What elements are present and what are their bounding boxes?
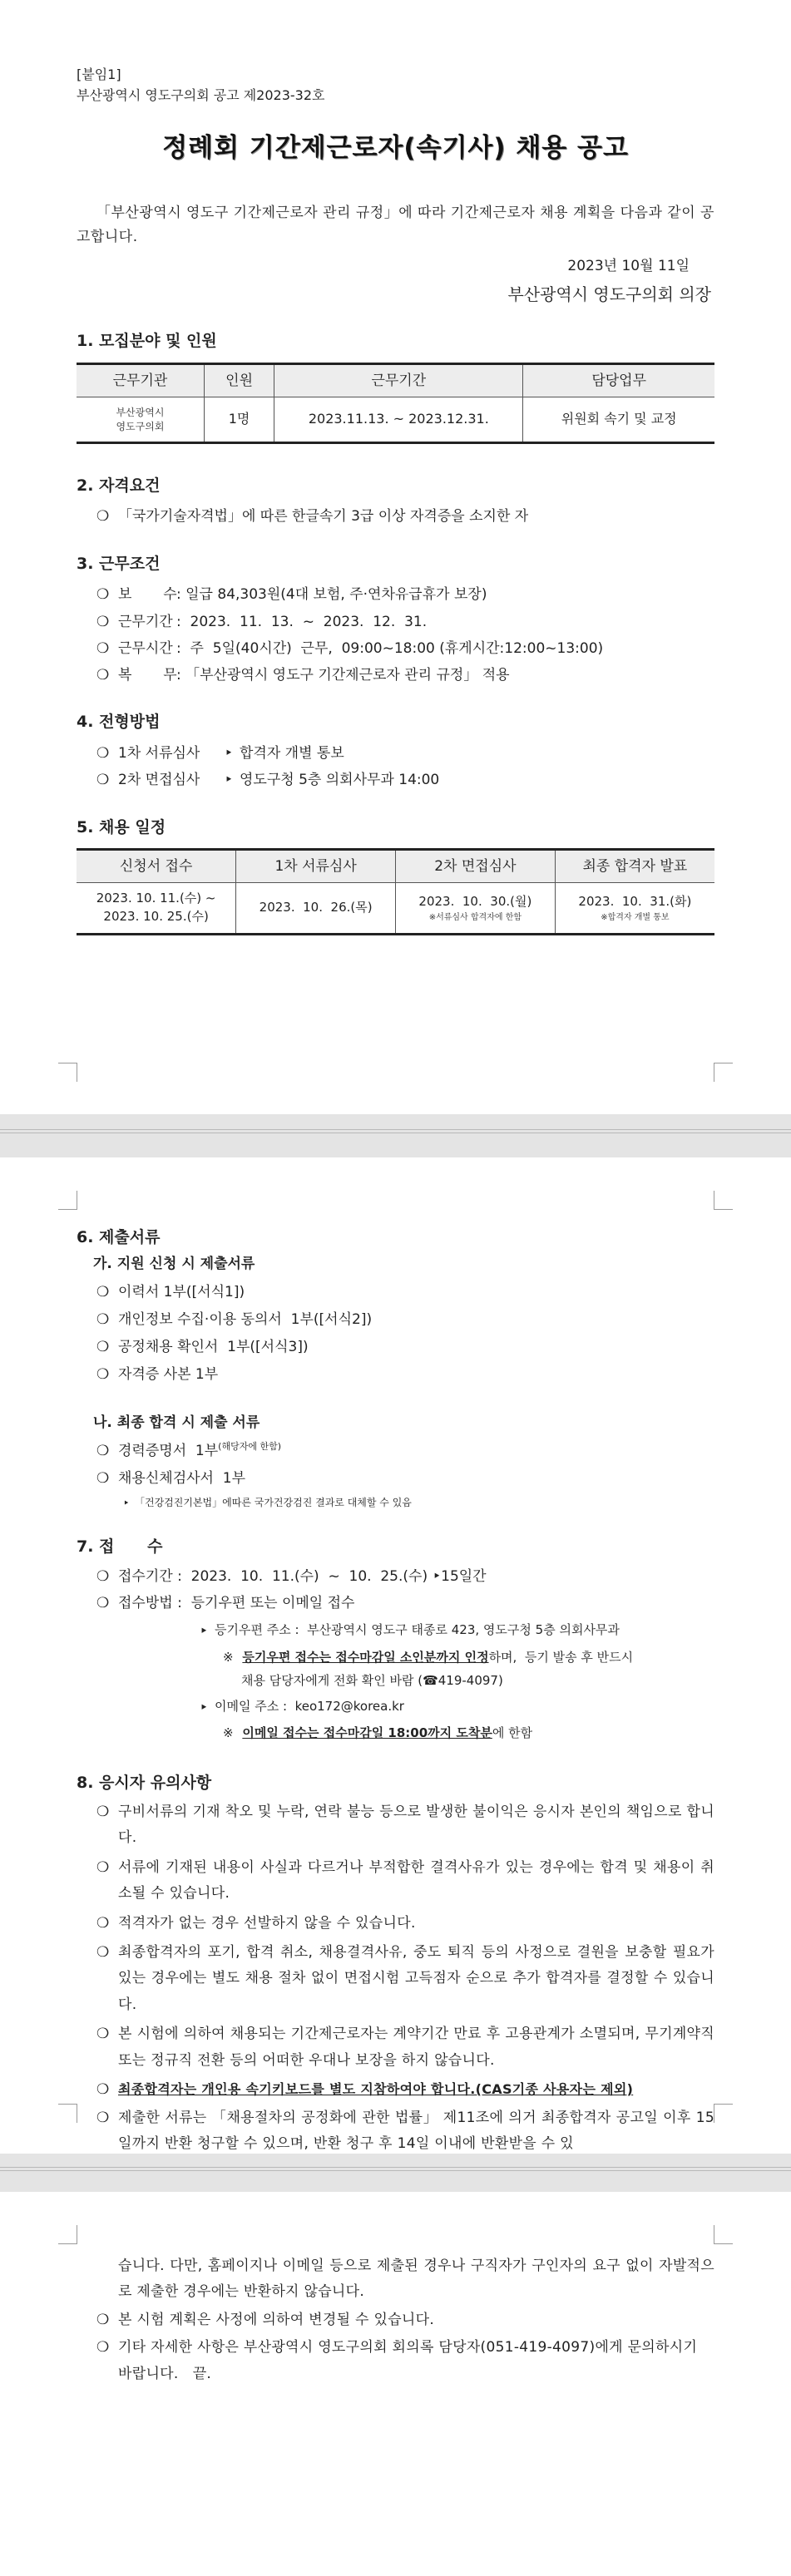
page-gap bbox=[0, 2154, 791, 2192]
bullet-icon: ❍ bbox=[96, 1283, 110, 1300]
attachment-label: [붙임1] bbox=[77, 67, 121, 82]
document-text: 이력서 1부([서식1]) bbox=[118, 1283, 245, 1300]
document-small-note: (해당자에 한함) bbox=[218, 1440, 281, 1452]
reception-duration: 15일간 bbox=[441, 1567, 487, 1585]
bullet-icon: ❍ bbox=[96, 1339, 110, 1356]
selection-step bbox=[77, 740, 714, 767]
condition-value: : 2023. 11. 13. ~ 2023. 12. 31. bbox=[176, 613, 428, 630]
step-value: 합격자 개별 통보 bbox=[240, 744, 344, 762]
bullet-icon: ❍ bbox=[96, 1858, 110, 1876]
page-gap bbox=[0, 1114, 791, 1157]
note-text: 적격자가 없는 경우 선발하지 않을 수 있습니다. bbox=[118, 1914, 416, 1932]
ref-mark-icon: ※ bbox=[223, 1649, 234, 1665]
reception-period bbox=[77, 1563, 714, 1590]
condition-value: : 일급 84,303원(4대 보험, 주·연차유급휴가 보장) bbox=[176, 586, 487, 604]
header-document-review: 1차 서류심사 bbox=[236, 849, 396, 882]
mail-note-rest: 하며, 등기 발송 후 반드시 bbox=[488, 1649, 634, 1665]
return-note-continued: 습니다. 다만, 홈페이지나 이메일 등으로 제출된 경우나 구직자가 구인자의 요구 없이 자발적으로 제출한 경우에는 반환하지 않습니다. bbox=[118, 2258, 714, 2301]
cell-count: 1명 bbox=[204, 397, 274, 443]
email-address bbox=[77, 1695, 714, 1721]
header-duty: 담당업무 bbox=[523, 363, 714, 397]
condition-item bbox=[77, 662, 714, 688]
header-application: 신청서 접수 bbox=[77, 849, 236, 882]
subsection-6b-heading: 나. 최종 합격 시 제출 서류 bbox=[93, 1414, 260, 1432]
cell-org: 부산광역시 영도구의회 bbox=[77, 397, 204, 443]
cell-interview bbox=[396, 883, 556, 935]
section-2-heading: 2. 자격요건 bbox=[77, 476, 161, 496]
cell-document-review-date: 2023. 10. 26.(목) bbox=[259, 900, 373, 915]
cell-final-date: 2023. 10. 31.(화) bbox=[578, 893, 692, 909]
application-documents bbox=[77, 1279, 714, 1389]
bullet-icon: ❍ bbox=[96, 2081, 110, 2099]
arrow-icon: ‣ bbox=[200, 1699, 209, 1716]
email-note bbox=[77, 1721, 714, 1745]
work-conditions-list bbox=[77, 581, 714, 688]
qualification-item bbox=[77, 506, 714, 527]
notice-date: 2023년 10월 11일 bbox=[567, 258, 690, 275]
section-8-heading: 8. 응시자 유의사항 bbox=[77, 1774, 212, 1793]
header-org: 근무기관 bbox=[77, 363, 204, 397]
section-7-heading: 7. 접 수 bbox=[77, 1537, 163, 1557]
arrow-icon: ‣ bbox=[200, 1623, 209, 1641]
note-item bbox=[77, 2021, 714, 2074]
note-text: 서류에 기재된 내용이 사실과 다르거나 부적합한 결격사유가 있는 경우에는 합격 및 채용이 취소될 수 있습니다. bbox=[118, 1858, 714, 1902]
email-note-rest: 에 한함 bbox=[492, 1725, 533, 1740]
note-text: 기타 자세한 사항은 부산광역시 영도구의회 회의록 담당자(051-419-4097)에게 문의하시기 바랍니다. 끝. bbox=[118, 2339, 702, 2382]
condition-label: 보 수 bbox=[118, 586, 177, 604]
reception-method-text: 접수방법 : 등기우편 또는 이메일 접수 bbox=[118, 1595, 355, 1611]
note-text: 최종합격자의 포기, 합격 취소, 채용결격사유, 중도 퇴직 등의 사정으로 결원을 보충할 필요가 있는 경우에는 별도 채용 절차 없이 면접시험 고득점자 순으로 추가 합격자를 결정할 수 있습니다. bbox=[118, 1944, 714, 2013]
cell-document-review bbox=[236, 883, 396, 935]
notice-number: 부산광역시 영도구의회 공고 제2023-32호 bbox=[77, 86, 325, 103]
note-item-return bbox=[77, 2105, 714, 2158]
note-item bbox=[77, 1911, 714, 1937]
note-text: 본 시험에 의하여 채용되는 기간제근로자는 계약기간 만료 후 고용관계가 소멸되며, 무기계약직 또는 정규직 전환 등의 어떠한 우대나 보장을 하지 않습니다. bbox=[118, 2026, 714, 2069]
subsection-6a-heading: 가. 지원 신청 시 제출서류 bbox=[93, 1256, 255, 1273]
note-item bbox=[77, 1855, 714, 1907]
condition-label: 복 무 bbox=[118, 667, 177, 684]
condition-label: 근무시간 bbox=[118, 639, 173, 657]
schedule-table bbox=[77, 848, 714, 935]
crop-mark bbox=[58, 2225, 77, 2244]
cell-final bbox=[555, 883, 714, 935]
selection-steps bbox=[77, 740, 714, 794]
bullet-icon: ❍ bbox=[96, 507, 110, 525]
note-item bbox=[77, 1940, 714, 2018]
document-item bbox=[77, 1306, 714, 1334]
cell-application bbox=[77, 883, 236, 935]
note-text: 구비서류의 기재 착오 및 누락, 연락 불능 등으로 발생한 불이익은 응시자 본인의 책임으로 합니다. bbox=[118, 1803, 714, 1847]
arrow-icon: ‣ bbox=[433, 1567, 442, 1585]
condition-label: 근무기간 bbox=[118, 613, 173, 630]
arrow-icon: ‣ bbox=[225, 772, 234, 789]
selection-step bbox=[77, 767, 714, 793]
document-text: 공정채용 확인서 1부([서식3]) bbox=[118, 1339, 309, 1356]
bullet-icon: ❍ bbox=[96, 2339, 110, 2356]
crop-mark bbox=[58, 1191, 77, 1210]
cell-application-dates: 2023. 10. 11.(수) ~ 2023. 10. 25.(수) bbox=[96, 891, 216, 925]
crop-mark bbox=[58, 1063, 77, 1082]
intro-paragraph: 「부산광역시 영도구 기간제근로자 관리 규정」에 따라 기간제근로자 채용 계획을 다음과 같이 공고합니다. bbox=[77, 204, 714, 246]
issuer-name: 부산광역시 영도구의회 의장 bbox=[507, 284, 711, 305]
bullet-icon: ❍ bbox=[96, 1310, 110, 1328]
schedule-table-header bbox=[77, 849, 714, 882]
return-note-text: 제출한 서류는 「채용절차의 공정화에 관한 법률」 제11조에 의거 최종합격자 공고일 이후 15일까지 반환 청구할 수 있으며, 반환 청구 후 14일 이내에 반환받을 수 있 bbox=[118, 2109, 714, 2153]
bullet-icon: ❍ bbox=[96, 613, 110, 630]
recruit-table-header bbox=[77, 363, 714, 397]
document-page-1 bbox=[0, 0, 791, 1114]
note-item bbox=[77, 2335, 714, 2387]
header-count: 인원 bbox=[204, 363, 274, 397]
bullet-icon: ❍ bbox=[96, 2311, 110, 2328]
header-period: 근무기간 bbox=[274, 363, 523, 397]
email-address-text: 이메일 주소 : keo172@korea.kr bbox=[215, 1698, 404, 1714]
bullet-icon: ❍ bbox=[96, 1914, 110, 1932]
reception-method bbox=[77, 1590, 714, 1616]
bullet-icon: ❍ bbox=[96, 772, 110, 789]
qualification-text: 「국가기술자격법」에 따른 한글속기 3급 이상 자격증을 소지한 자 bbox=[118, 507, 529, 525]
condition-item bbox=[77, 635, 714, 662]
condition-item bbox=[77, 581, 714, 608]
document-item bbox=[77, 1361, 714, 1389]
document-item bbox=[77, 1465, 714, 1493]
document-page-2 bbox=[0, 1157, 791, 2154]
page-1-content bbox=[77, 65, 714, 935]
bullet-icon: ❍ bbox=[96, 1567, 110, 1585]
health-check-text: 「건강검진기본법」에따른 국가건강검진 결과로 대체할 수 있음 bbox=[135, 1496, 412, 1508]
bullet-icon: ❍ bbox=[96, 1442, 110, 1459]
step-value: 영도구청 5층 의회사무과 14:00 bbox=[240, 772, 440, 789]
page-2-content bbox=[77, 1226, 714, 2158]
health-check-note bbox=[77, 1493, 714, 1515]
document-item bbox=[77, 1279, 714, 1306]
header-interview: 2차 면접심사 bbox=[396, 849, 556, 882]
cell-final-note: ※합격자 개별 통보 bbox=[601, 912, 670, 922]
cell-duty: 위원회 속기 및 교정 bbox=[523, 397, 714, 443]
crop-mark bbox=[714, 1191, 733, 1210]
bullet-icon: ❍ bbox=[96, 1944, 110, 1962]
section-3-heading: 3. 근무조건 bbox=[77, 554, 161, 573]
document-title: 정례회 기간제근로자(속기사) 채용 공고 bbox=[162, 132, 629, 163]
bullet-icon: ❍ bbox=[96, 744, 110, 762]
schedule-table-row bbox=[77, 883, 714, 935]
condition-value: : 「부산광역시 영도구 기간제근로자 관리 규정」 적용 bbox=[176, 667, 510, 684]
crop-mark bbox=[714, 1063, 733, 1082]
reception-period-text: 접수기간 : 2023. 10. 11.(수) ~ 10. 25.(수) bbox=[118, 1567, 428, 1585]
mail-address bbox=[77, 1618, 714, 1645]
crop-mark bbox=[714, 2225, 733, 2244]
bullet-icon: ❍ bbox=[96, 1366, 110, 1384]
mail-note bbox=[77, 1646, 714, 1693]
mail-note-emphasis: 등기우편 접수는 접수마감일 소인분까지 인정 bbox=[242, 1649, 489, 1665]
note-item-keyboard bbox=[77, 2077, 714, 2103]
note-text: 본 시험 계획은 사정에 의하여 변경될 수 있습니다. bbox=[118, 2311, 435, 2328]
document-item bbox=[77, 1438, 714, 1465]
document-text: 경력증명서 1부 bbox=[118, 1442, 219, 1459]
ref-mark-icon: ※ bbox=[223, 1725, 234, 1740]
recruit-table-row bbox=[77, 397, 714, 443]
condition-value: : 주 5일(40시간) 근무, 09:00~18:00 (휴게시간:12:00~13:00) bbox=[176, 639, 604, 657]
bullet-icon: ❍ bbox=[96, 1469, 110, 1487]
bullet-icon: ❍ bbox=[96, 1595, 110, 1611]
bullet-icon: ❍ bbox=[96, 667, 110, 684]
email-note-emphasis: 이메일 접수는 접수마감일 18:00까지 도착분 bbox=[242, 1725, 492, 1740]
arrow-icon: ‣ bbox=[225, 744, 234, 762]
step-label: 1차 서류심사 bbox=[118, 744, 200, 762]
cell-period: 2023.11.13. ~ 2023.12.31. bbox=[274, 397, 523, 443]
condition-item bbox=[77, 609, 714, 635]
note-item bbox=[77, 2307, 714, 2333]
document-text: 개인정보 수집·이용 동의서 1부([서식2]) bbox=[118, 1310, 373, 1328]
crop-mark bbox=[58, 2104, 77, 2123]
recruit-table bbox=[77, 363, 714, 444]
cell-interview-date: 2023. 10. 30.(월) bbox=[418, 893, 532, 909]
section-6-heading: 6. 제출서류 bbox=[77, 1228, 161, 1246]
document-text: 자격증 사본 1부 bbox=[118, 1366, 219, 1384]
bullet-icon: ❍ bbox=[96, 1803, 110, 1820]
bullet-icon: ❍ bbox=[96, 586, 110, 604]
cell-interview-note: ※서류심사 합격자에 한함 bbox=[428, 912, 522, 922]
mail-address-text: 등기우편 주소 : 부산광역시 영도구 태종로 423, 영도구청 5층 의회사무과 bbox=[215, 1622, 620, 1638]
section-5-heading: 5. 채용 일정 bbox=[77, 817, 166, 836]
notes-list bbox=[77, 1799, 714, 2158]
document-text: 채용신체검사서 1부 bbox=[118, 1469, 245, 1487]
page-3-content bbox=[77, 2253, 714, 2387]
arrow-icon: ‣ bbox=[123, 1497, 130, 1510]
section-1-heading: 1. 모집분야 및 인원 bbox=[77, 332, 217, 351]
section-4-heading: 4. 전형방법 bbox=[77, 713, 161, 732]
document-page-3 bbox=[0, 2192, 791, 2576]
note-item bbox=[77, 1799, 714, 1852]
bullet-icon: ❍ bbox=[96, 2109, 110, 2126]
mail-note-line-2: 채용 담당자에게 전화 확인 바람 (☎419-4097) bbox=[241, 1673, 503, 1689]
keyboard-note-text: 최종합격자는 개인용 속기키보드를 별도 지참하여야 합니다.(CAS기종 사용자는 제외) bbox=[118, 2081, 634, 2098]
header-final-announcement: 최종 합격자 발표 bbox=[555, 849, 714, 882]
bullet-icon: ❍ bbox=[96, 2026, 110, 2043]
bullet-icon: ❍ bbox=[96, 639, 110, 657]
document-item bbox=[77, 1334, 714, 1361]
final-documents bbox=[77, 1438, 714, 1516]
step-label: 2차 면접심사 bbox=[118, 772, 200, 789]
crop-mark bbox=[714, 2104, 733, 2123]
